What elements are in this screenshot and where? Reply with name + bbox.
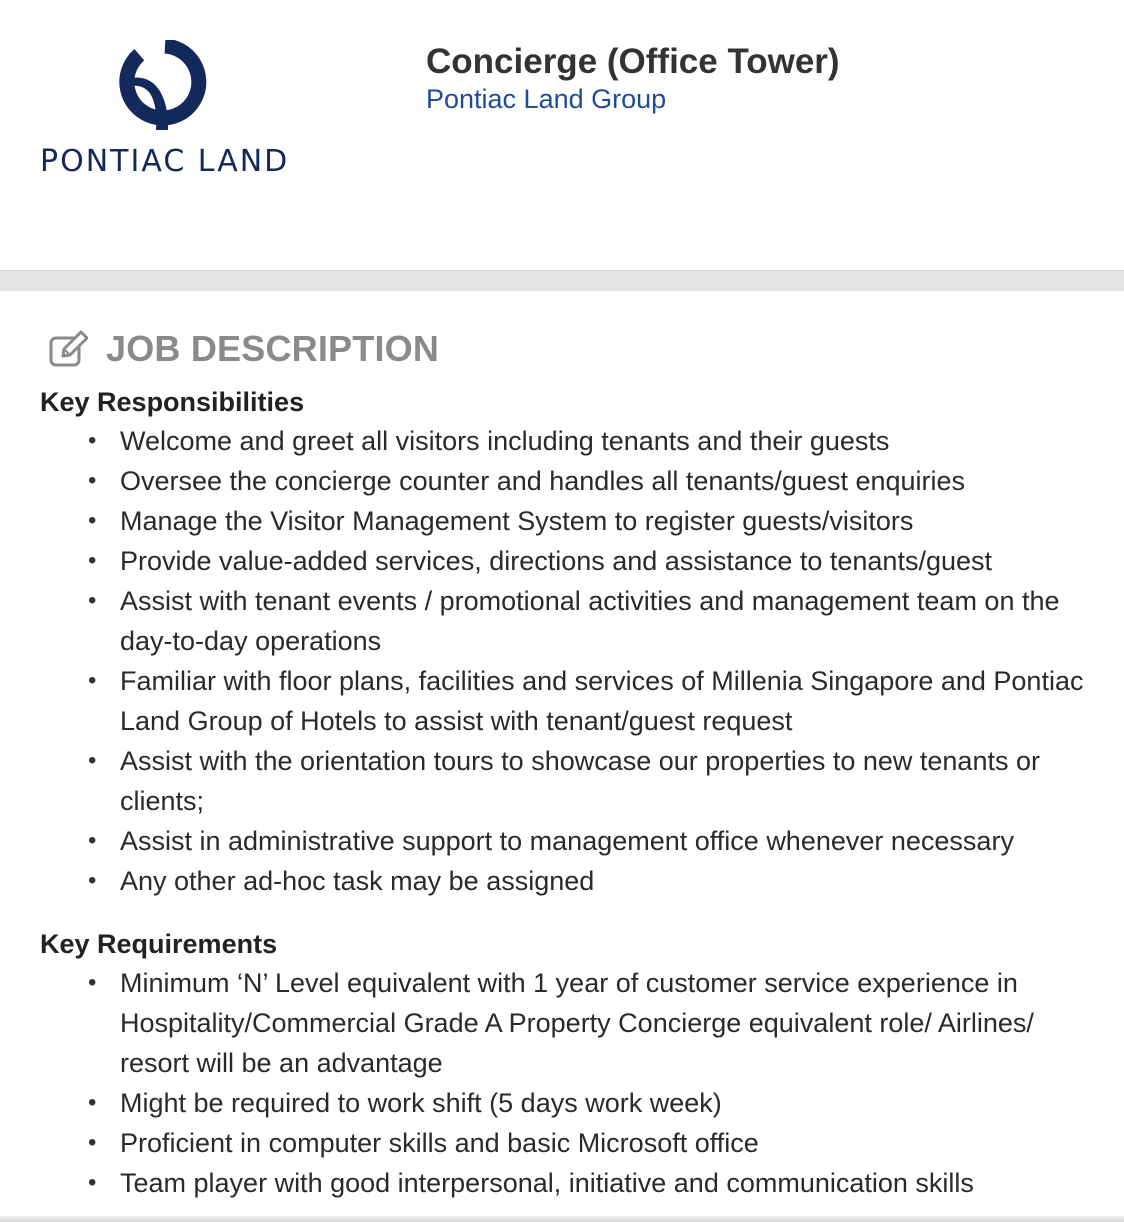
list-item: • Assist with tenant events / promotional activities and management team on the day-to-day operations — [120, 581, 1084, 661]
list-item: • Manage the Visitor Management System to register guests/visitors — [120, 501, 1084, 541]
requirements-heading: Key Requirements — [40, 929, 278, 959]
list-item: • Familiar with floor plans, facilities and services of Millenia Singapore and Pontiac Land Group of Hotels to assist with tenant/guest request — [120, 661, 1084, 741]
list-item: • Welcome and greet all visitors including tenants and their guests — [120, 421, 1084, 461]
pontiac-land-logo-mark-icon — [38, 40, 298, 140]
responsibilities-heading: Key Responsibilities — [40, 387, 305, 417]
job-header — [0, 0, 1124, 270]
requirements-list — [40, 963, 1084, 1203]
company-logo[interactable] — [38, 40, 298, 185]
job-title: Concierge (Office Tower) — [426, 42, 840, 81]
section-title: JOB DESCRIPTION — [106, 328, 440, 369]
edit-icon — [48, 329, 88, 369]
list-item: • Minimum ‘N’ Level equivalent with 1 year of customer service experience in Hospitality/Commercial Grade A Property Concierge equivalent role/ Airlines/ resort will be an advantage — [120, 963, 1084, 1083]
list-item: • Oversee the concierge counter and handles all tenants/guest enquiries — [120, 461, 1084, 501]
list-item: • Provide value-added services, directions and assistance to tenants/guest — [120, 541, 1084, 581]
logo-wordmark: PONTIAC LAND — [40, 144, 290, 179]
company-link[interactable]: Pontiac Land Group — [426, 84, 667, 114]
list-item: • Assist with the orientation tours to showcase our properties to new tenants or clients; — [120, 741, 1084, 821]
list-item: • Proficient in computer skills and basic Microsoft office — [120, 1123, 1084, 1163]
scroll-fade — [0, 1216, 1124, 1222]
list-item: • Might be required to work shift (5 days work week) — [120, 1083, 1084, 1123]
section-header — [40, 325, 1084, 373]
job-description-panel — [0, 291, 1124, 1203]
responsibilities-list — [40, 421, 1084, 901]
section-divider — [0, 270, 1124, 291]
list-item: • Assist in administrative support to management office whenever necessary — [120, 821, 1084, 861]
list-item: • Any other ad-hoc task may be assigned — [120, 861, 1084, 901]
list-item: • Team player with good interpersonal, initiative and communication skills — [120, 1163, 1084, 1203]
